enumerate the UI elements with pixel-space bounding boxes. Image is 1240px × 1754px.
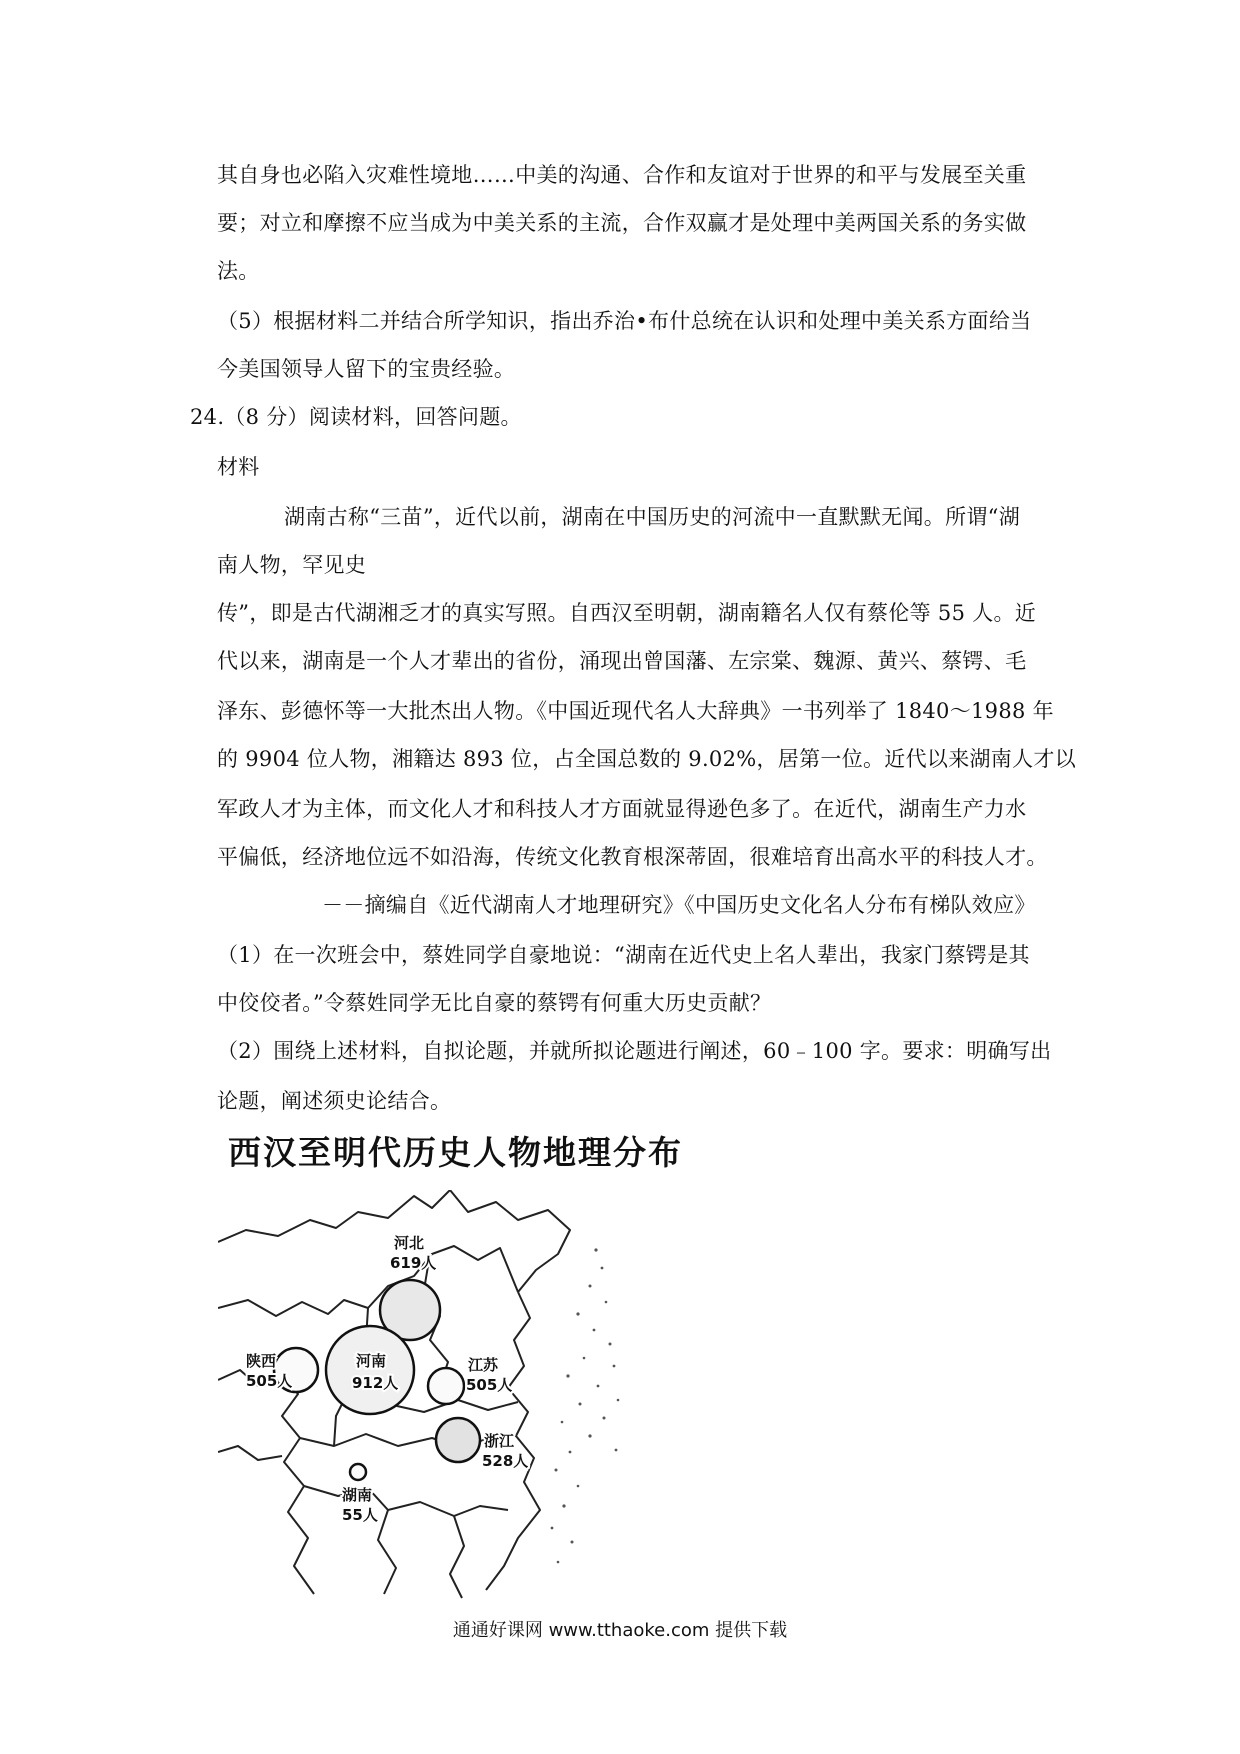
bubble-circle xyxy=(428,1368,464,1404)
bubble-zhejiang xyxy=(436,1418,528,1470)
material-line: 代以来，湖南是一个人才辈出的省份，涌现出曾国藩、左宗棠、魏源、黄兴、蔡锷、毛 xyxy=(217,649,1027,673)
bubble-jiangsu xyxy=(428,1356,512,1404)
material-line: 南人物，罕见史 xyxy=(217,553,367,577)
region-count: 912人 xyxy=(352,1374,399,1392)
region-count: 505人 xyxy=(466,1376,513,1394)
region-count: 55人 xyxy=(342,1506,378,1524)
region-count: 528人 xyxy=(482,1452,529,1470)
question-5-line-2: 今美国领导人留下的宝贵经验。 xyxy=(217,357,516,381)
bubble-circle xyxy=(436,1418,480,1462)
page-footer: 通通好课网 www.tthaoke.com 提供下载 xyxy=(452,1620,788,1641)
material-line: 湖南古称“三苗”，近代以前，湖南在中国历史的河流中一直默默无闻。所谓“湖 xyxy=(284,505,1021,529)
region-name: 湖南 xyxy=(342,1486,373,1504)
material-line: 传”，即是古代湖湘乏才的真实写照。自西汉至明朝，湖南籍名人仅有蔡伦等 55 人。近 xyxy=(217,601,1037,625)
material-line: 泽东、彭德怀等一大批杰出人物。《中国近现代名人大辞典》一书列举了 1840～1988 年 xyxy=(217,699,1054,723)
coastal-islands xyxy=(551,1248,620,1563)
material-line: 平偏低，经济地位远不如沿海，传统文化教育根深蒂固，很难培育出高水平的科技人才。 xyxy=(217,845,1048,869)
material-label: 材料 xyxy=(217,455,260,479)
bubble-circle xyxy=(350,1464,366,1480)
map-title: 西汉至明代历史人物地理分布 xyxy=(228,1133,683,1172)
text-line: 法。 xyxy=(217,259,260,283)
region-name: 浙江 xyxy=(484,1432,515,1450)
question-24-heading: 24.（8 分）阅读材料，回答问题。 xyxy=(190,405,522,429)
material-line: 的 9904 位人物，湘籍达 893 位，占全国总数的 9.02%，居第一位。近代以来湖南人才以 xyxy=(217,747,1077,771)
text-line: 其自身也必陷入灾难性境地……中美的沟通、合作和友谊对于世界的和平与发展至关重 xyxy=(217,163,1027,187)
region-name: 陕西 xyxy=(246,1352,277,1370)
material-source: －－摘编自《近代湖南人才地理研究》《中国历史文化名人分布有梯队效应》 xyxy=(322,893,1036,917)
question-1-line-2: 中佼佼者。”令蔡姓同学无比自豪的蔡锷有何重大历史贡献？ xyxy=(217,991,772,1015)
bubble-shaanxi xyxy=(246,1348,318,1392)
text-line: 要；对立和摩擦不应当成为中美关系的主流，合作双赢才是处理中美两国关系的务实做 xyxy=(217,211,1027,235)
region-name: 江苏 xyxy=(468,1356,499,1374)
region-count: 619人 xyxy=(390,1254,437,1272)
distribution-map xyxy=(218,1190,678,1600)
bubble-hebei xyxy=(380,1234,440,1340)
region-name: 河北 xyxy=(394,1234,425,1252)
bubble-circle xyxy=(326,1326,414,1414)
material-line: 军政人才为主体，而文化人才和科技人才方面就显得逊色多了。在近代，湖南生产力水 xyxy=(217,797,1027,821)
question-2-line-2: 论题，阐述须史论结合。 xyxy=(217,1089,452,1113)
question-1-line-1: （1）在一次班会中，蔡姓同学自豪地说：“湖南在近代史上名人辈出，我家门蔡锷是其 xyxy=(217,943,1030,967)
question-2-line-1: （2）围绕上述材料，自拟论题，并就所拟论题进行阐述，60﹣100 字。要求：明确写出 xyxy=(217,1039,1052,1063)
region-name: 河南 xyxy=(356,1352,387,1370)
region-count: 505人 xyxy=(246,1372,293,1390)
question-5-line-1: （5）根据材料二并结合所学知识，指出乔治•布什总统在认识和处理中美关系方面给当 xyxy=(217,309,1032,333)
bubble-henan xyxy=(326,1326,414,1414)
